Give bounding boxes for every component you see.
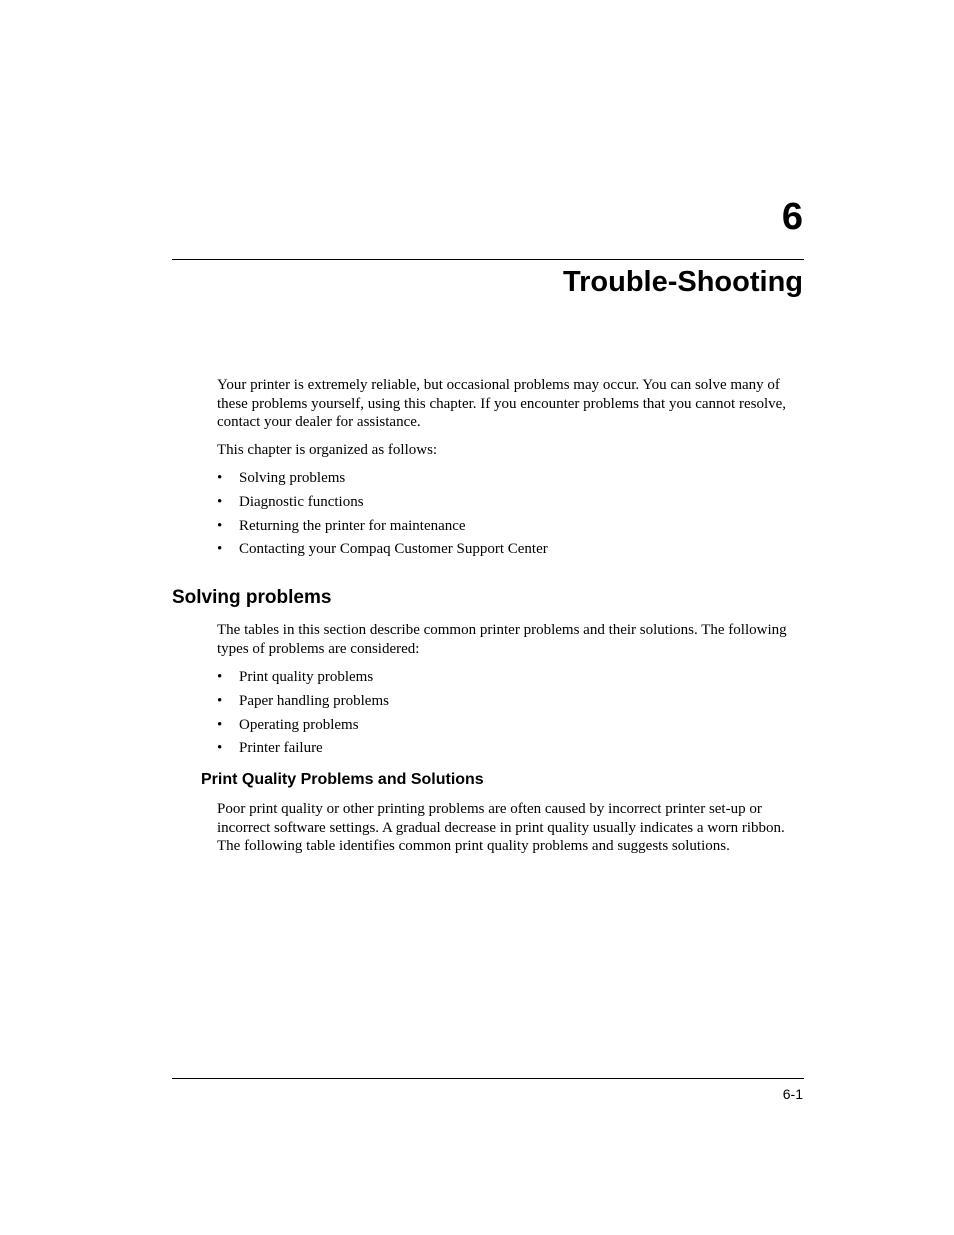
section-heading-solving-problems: Solving problems	[172, 587, 332, 608]
bullet-icon: •	[217, 493, 223, 510]
bullet-icon: •	[217, 517, 223, 534]
list-item-text: Print quality problems	[239, 669, 374, 685]
problem-types-list	[217, 668, 807, 763]
list-item	[217, 493, 807, 517]
bullet-icon: •	[217, 669, 223, 685]
page-number: 6-1	[782, 1086, 803, 1102]
list-item	[217, 716, 807, 740]
list-item-text: Printer failure	[239, 740, 323, 757]
list-item-text: Paper handling problems	[239, 692, 389, 709]
bullet-icon: •	[217, 740, 223, 757]
organized-label: This chapter is organized as follows:	[217, 442, 438, 458]
solving-paragraph: The tables in this section describe common printer problems and their solutions. The following types of problems are considered:	[217, 622, 787, 657]
list-item	[217, 517, 807, 541]
chapter-title: Trouble-Shooting	[562, 266, 803, 298]
footer-rule	[172, 1078, 804, 1079]
list-item	[217, 692, 807, 716]
intro-paragraph: Your printer is extremely reliable, but occasional problems may occur. You can solve many of these problems yourself, using this chapter. If you encounter problems that you cannot resolve, contact your dealer for assistance.	[217, 377, 787, 431]
list-item-text: Solving problems	[239, 470, 346, 486]
bullet-icon: •	[217, 692, 223, 709]
list-item-text: Diagnostic functions	[239, 493, 364, 510]
header-rule	[172, 259, 804, 260]
bullet-icon: •	[217, 541, 223, 558]
list-item-text: Contacting your Compaq Customer Support Center	[239, 541, 548, 558]
list-item-text: Operating problems	[239, 716, 359, 733]
subsection-heading-print-quality: Print Quality Problems and Solutions	[201, 771, 484, 788]
chapter-number: 6	[781, 196, 803, 238]
print-quality-paragraph: Poor print quality or other printing problems are often caused by incorrect printer set-up or incorrect software settings. A gradual decrease in print quality usually indicates a worn ribbon. The following table identifies common print quality problems and suggests solutions.	[217, 801, 785, 855]
list-item	[217, 469, 807, 493]
list-item-text: Returning the printer for maintenance	[239, 517, 466, 534]
bullet-icon: •	[217, 716, 223, 733]
chapter-outline-list	[217, 469, 807, 564]
list-item	[217, 739, 807, 763]
bullet-icon: •	[217, 470, 223, 486]
list-item	[217, 668, 807, 692]
list-item	[217, 540, 807, 564]
